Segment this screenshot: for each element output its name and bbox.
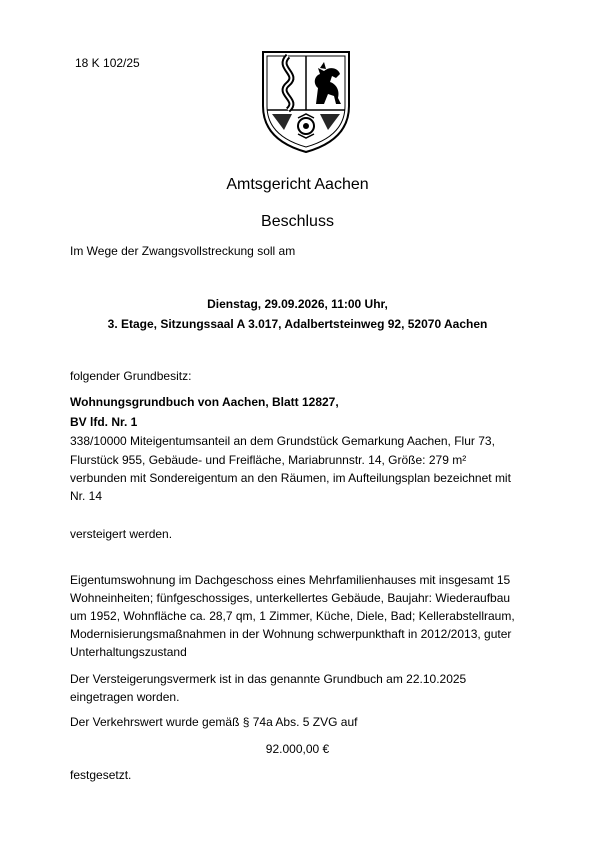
property-description-line: Nr. 14 <box>70 489 103 503</box>
land-register: Wohnungsgrundbuch von Aachen, Blatt 12827, <box>70 395 339 409</box>
valuation-outro: festgesetzt. <box>70 768 132 782</box>
property-label: folgender Grundbesitz: <box>70 369 192 383</box>
property-description-line: 338/10000 Miteigentumsanteil an dem Grundstück Gemarkung Aachen, Flur 73, <box>70 434 495 448</box>
nrw-coat-of-arms-icon <box>258 44 354 156</box>
appointment-date: Dienstag, 29.09.2026, 11:00 Uhr, <box>207 297 388 311</box>
file-number: 18 K 102/25 <box>75 56 140 70</box>
intro-text: Im Wege der Zwangsvollstreckung soll am <box>70 244 296 258</box>
details-line: um 1952, Wohnfläche ca. 28,7 qm, 1 Zimmer, Küche, Diele, Bad; Kellerabstellraum, <box>70 609 515 623</box>
details-line: Unterhaltungszustand <box>70 645 187 659</box>
registration-line: Der Versteigerungsvermerk ist in das genannte Grundbuch am 22.10.2025 <box>70 672 467 686</box>
auction-text: versteigert werden. <box>70 527 173 541</box>
appointment-place: 3. Etage, Sitzungssaal A 3.017, Adalbertsteinweg 92, 52070 Aachen <box>107 317 488 331</box>
details-line: Modernisierungsmaßnahmen in der Wohnung schwerpunkthaft in 2012/2013, guter <box>70 627 512 641</box>
bv-number: BV lfd. Nr. 1 <box>70 415 138 429</box>
details-line: Wohneinheiten; fünfgeschossiges, unterkellertes Gebäude, Baujahr: Wiederaufbau <box>70 591 511 605</box>
document-type: Beschluss <box>261 213 334 230</box>
property-description-line: Flurstück 955, Gebäude- und Freifläche, Mariabrunnstr. 14, Größe: 279 m² <box>70 453 467 467</box>
valuation-intro: Der Verkehrswert wurde gemäß § 74a Abs. 5 ZVG auf <box>70 715 358 729</box>
details-line: Eigentumswohnung im Dachgeschoss eines Mehrfamilienhauses mit insgesamt 15 <box>70 573 511 587</box>
property-description-line: verbunden mit Sondereigentum an den Räumen, im Aufteilungsplan bezeichnet mit <box>70 471 511 485</box>
registration-line: eingetragen worden. <box>70 690 180 704</box>
valuation-amount: 92.000,00 € <box>265 742 330 756</box>
court-name: Amtsgericht Aachen <box>226 176 369 193</box>
